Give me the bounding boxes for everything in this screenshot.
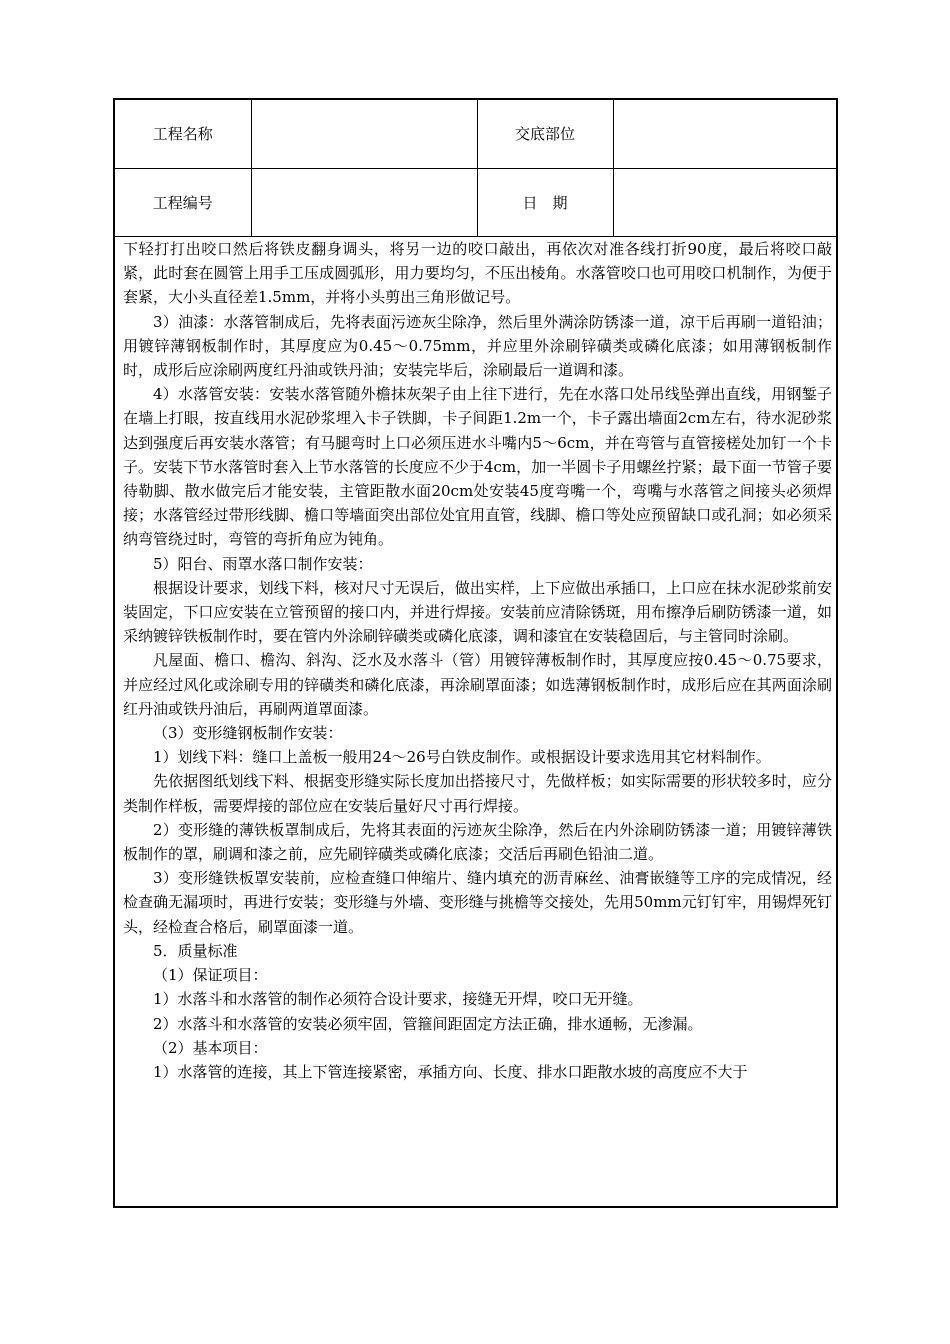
project-code-value bbox=[251, 168, 477, 236]
body-paragraph: 1）水落管的连接，其上下管连接紧密，承插方向、长度、排水口距散水坡的高度应不大于 bbox=[153, 1062, 748, 1081]
body-paragraph: 5．质量标准 bbox=[153, 941, 238, 960]
body-paragraph: 下轻打打出咬口然后将铁皮翻身调头，将另一边的咬口敲出，再依次对准各线打折90度，最后将咬口敲紧，此时套在圆管上用手工压成圆弧形，用力要均匀，不压出棱角。水落管咬口也可用咬口机制作，为便于套紧，大小头直径差1.5mm，并将小头剪出三角形做记号。 bbox=[123, 240, 832, 307]
body-paragraph: 3）油漆：水落管制成后，先将表面污迹灰尘除净，然后里外满涂防锈漆一道，凉干后再刷一道铅油；用镀锌薄钢板制作时，其厚度应为0.45～0.75mm，并应里外涂刷锌磺类或磷化底漆；如用薄钢板制作时，成形后应涂刷两度红丹油或铁丹油；安装完毕后，涂刷最后一道调和漆。 bbox=[123, 312, 832, 380]
body-paragraph: 1）划线下料：缝口上盖板一般用24～26号白铁皮制作。或根据设计要求选用其它材料制作。 bbox=[153, 748, 771, 767]
project-code-label: 工程编号 bbox=[115, 168, 251, 236]
body-paragraph: 4）水落管安装：安装水落管随外檐抹灰架子由上往下进行，先在水落口处吊线坠弹出直线，用钢錾子在墙上打眼，按直线用水泥砂浆埋入卡子铁脚，卡子间距1.2m一个，卡子露出墙面2cm左右，待水泥砂浆达到强度后再安装水落管；有马腿弯时上口必须压进水斗嘴内5～6cm，并在弯管与直管接槎处加钉一个卡子。安装下节水落管时套入上节水落管的长度应不少于4cm，加一半圆卡子用螺丝拧紧；最下面一节管子要待勒脚、散水做完后才能安装，主管距散水面20cm处安装45度弯嘴一个，弯嘴与水落管之间接头必须焊接；水落管经过带形线脚、檐口等墙面突出部位处宜用直管，线脚、檐口等处应预留缺口或孔洞；如必须采纳弯管绕过时，弯管的弯折角应为钝角。 bbox=[123, 385, 832, 549]
body-paragraph: 2）变形缝的薄铁板罩制成后，先将其表面的污迹灰尘除净，然后在内外涂刷防锈漆一道；用镀锌薄铁板制作的罩，刷调和漆之前，应先刷锌磺类或磷化底漆；交活后再刷色铅油二道。 bbox=[123, 820, 832, 864]
body-paragraph: 3）变形缝铁板罩安装前，应检查缝口伸缩片、缝内填充的沥青麻丝、油膏嵌缝等工序的完成情况，经检查确无漏项时，再进行安装；变形缝与外墙、变形缝与挑檐等交接处，先用50mm元钉钉牢，用锡焊死钉头，经检查合格后，刷罩面漆一道。 bbox=[123, 869, 832, 936]
body-paragraph: 1）水落斗和水落管的制作必须符合设计要求，接缝无开焊，咬口无开缝。 bbox=[153, 990, 643, 1009]
body-paragraph: 2）水落斗和水落管的安装必须牢固，管箍间距固定方法正确，排水通畅，无渗漏。 bbox=[153, 1014, 703, 1033]
body-paragraph: 根据设计要求，划线下料，核对尺寸无误后，做出实样，上下应做出承插口，上口应在抹水泥砂浆前安装固定，下口应安装在立管预留的接口内，并进行焊接。安装前应清除锈斑，用布擦净后刷防锈漆一道，如采纳镀锌铁板制作时，要在管内外涂刷锌磺类或磷化底漆，调和漆宜在安装稳固后，与主管同时涂刷。 bbox=[123, 578, 832, 646]
body-paragraph: （1）保证项目： bbox=[153, 966, 268, 985]
date-label: 日 期 bbox=[477, 168, 613, 236]
document-body bbox=[123, 237, 832, 1084]
body-paragraph: （3）变形缝钢板制作安装： bbox=[153, 724, 343, 743]
date-value bbox=[613, 168, 836, 236]
disclosure-form bbox=[113, 98, 838, 1208]
header-table bbox=[115, 100, 836, 236]
body-paragraph: 凡屋面、檐口、檐沟、斜沟、泛水及水落斗（管）用镀锌薄板制作时，其厚度应按0.45～0.75要求，并应经过风化或涂刷专用的锌磺类和磷化底漆，再涂刷罩面漆；如选薄钢板制作时，成形后应在其两面涂刷红丹油或铁丹油后，再刷两道罩面漆。 bbox=[123, 651, 832, 718]
disclosure-part-value bbox=[613, 100, 836, 168]
body-paragraph: 先依据图纸划线下料、根据变形缝实际长度加出搭接尺寸，先做样板；如实际需要的形状较多时，应分类制作样板，需要焊接的部位应在安装后量好尺寸再行焊接。 bbox=[123, 772, 832, 815]
project-name-value bbox=[251, 100, 477, 168]
project-name-label: 工程名称 bbox=[115, 100, 251, 168]
disclosure-part-label: 交底部位 bbox=[477, 100, 613, 168]
body-paragraph: （2）基本项目： bbox=[153, 1038, 268, 1057]
body-paragraph: 5）阳台、雨罩水落口制作安装： bbox=[153, 554, 373, 573]
